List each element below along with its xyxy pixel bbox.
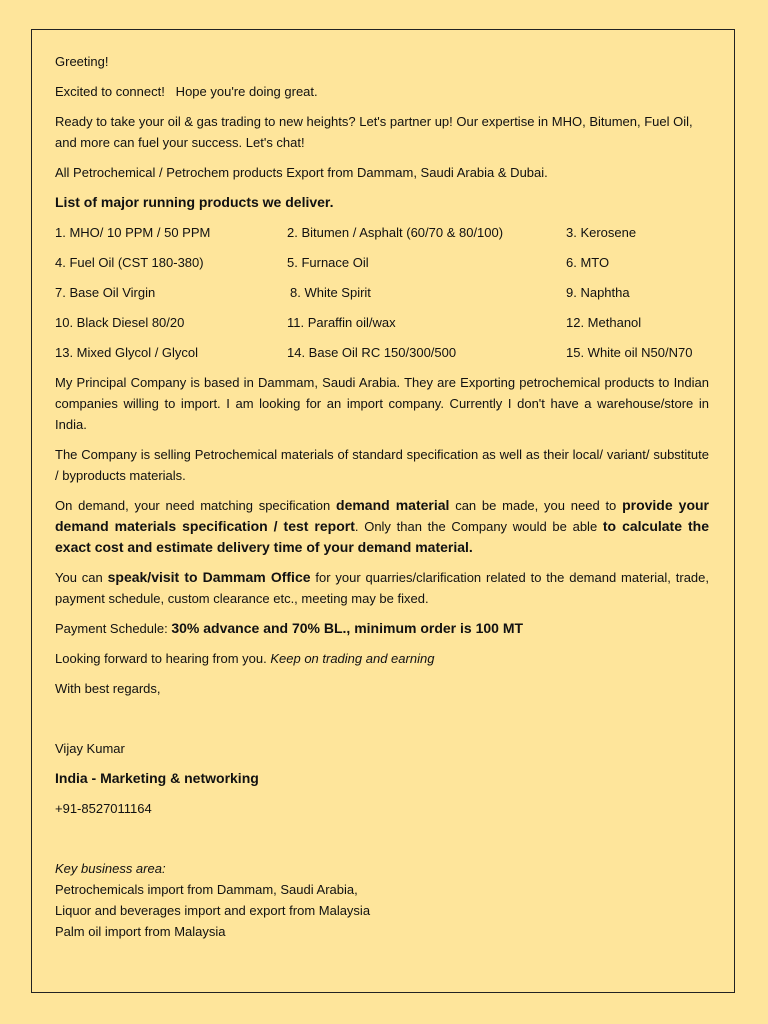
products-row [55, 312, 709, 333]
products-row [55, 222, 709, 243]
payment-terms: 30% advance and 70% BL., minimum order is 100 MT [171, 620, 524, 636]
closing-text: Looking forward to hearing from you. [55, 651, 271, 666]
pitch-paragraph: Ready to take your oil & gas trading to new heights? Let's partner up! Our expertise in MHO, Bitumen, Fuel Oil, and more can fuel your success. Let's chat! [55, 114, 693, 150]
visit-text: for your quarries/clarification related to the demand material, trade, payment schedule, custom clearance etc., meeting may be fixed. [55, 570, 710, 606]
product-item: 14. Base Oil RC 150/300/500 [287, 345, 457, 360]
product-item: 8. White Spirit [290, 285, 371, 300]
selling-paragraph: The Company is selling Petrochemical materials of standard specification as well as their local/ variant/ substitute / byproducts materials. [55, 447, 709, 483]
closing-italic: Keep on trading and earning [270, 651, 435, 666]
product-item: 1. MHO/ 10 PPM / 50 PPM [55, 225, 211, 240]
payment-schedule [55, 618, 709, 639]
product-item: 6. MTO [566, 255, 610, 270]
products-row [55, 282, 709, 303]
demand-bold: demand material [336, 497, 450, 513]
product-item: 10. Black Diesel 80/20 [55, 315, 185, 330]
product-item: 13. Mixed Glycol / Glycol [55, 345, 199, 360]
demand-bold: provide your demand materials specification / test report [55, 497, 710, 534]
demand-paragraph [55, 495, 709, 558]
demand-bold: to calculate the exact cost and estimate delivery time of your demand material. [55, 518, 709, 555]
product-item: 4. Fuel Oil (CST 180-380) [55, 255, 204, 270]
visit-text: You can [55, 570, 108, 585]
greeting: Greeting! [55, 54, 109, 69]
intro-line: Excited to connect! Hope you're doing great. [55, 84, 318, 99]
signature-role: India - Marketing & networking [55, 770, 259, 786]
closing-line [55, 648, 709, 669]
product-item: 15. White oil N50/N70 [566, 345, 693, 360]
visit-paragraph [55, 567, 709, 609]
spacer [55, 828, 709, 858]
business-line: Palm oil import from Malaysia [55, 924, 226, 939]
export-line: All Petrochemical / Petrochem products Export from Dammam, Saudi Arabia & Dubai. [55, 165, 548, 180]
letter-body [55, 51, 709, 942]
demand-text: On demand, your need matching specification [55, 498, 337, 513]
business-line: Petrochemicals import from Dammam, Saudi Arabia, [55, 882, 358, 897]
product-item: 9. Naphtha [566, 285, 630, 300]
demand-text: can be made, you need to [449, 498, 623, 513]
spacer [55, 708, 709, 738]
regards: With best regards, [55, 681, 161, 696]
product-item: 12. Methanol [566, 315, 642, 330]
products-list [55, 222, 709, 363]
signature-name: Vijay Kumar [55, 741, 125, 756]
product-item: 11. Paraffin oil/wax [287, 315, 396, 330]
product-item: 2. Bitumen / Asphalt (60/70 & 80/100) [287, 225, 504, 240]
products-heading: List of major running products we deliver. [55, 194, 334, 210]
key-business-area [55, 858, 709, 942]
product-item: 3. Kerosene [566, 225, 637, 240]
business-line: Liquor and beverages import and export from Malaysia [55, 903, 371, 918]
signature-phone: +91-8527011164 [55, 801, 152, 816]
products-row [55, 342, 709, 363]
visit-bold: speak/visit to Dammam Office [107, 569, 311, 585]
demand-text: . Only than the Company would be able [354, 519, 603, 534]
principal-paragraph: My Principal Company is based in Dammam, Saudi Arabia. They are Exporting petrochemical products to Indian companies willing to import. I am looking for an import company. Currently I don't have a warehouse/store in India. [55, 375, 709, 432]
payment-label: Payment Schedule: [55, 621, 172, 636]
products-row [55, 252, 709, 273]
product-item: 7. Base Oil Virgin [55, 285, 156, 300]
business-heading: Key business area: [55, 861, 166, 876]
product-item: 5. Furnace Oil [287, 255, 369, 270]
